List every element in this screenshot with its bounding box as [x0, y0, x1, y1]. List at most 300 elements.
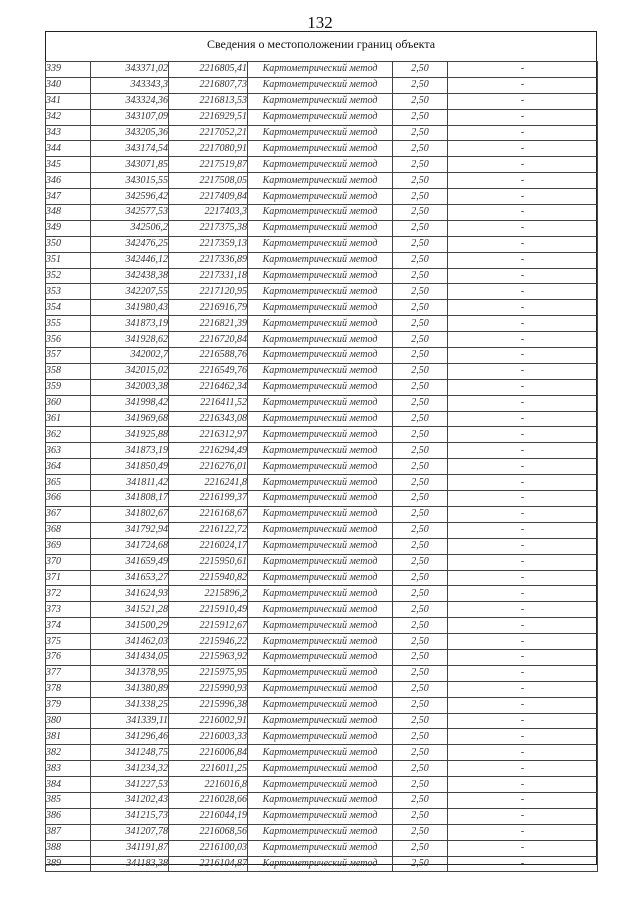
accuracy-cell: 2,50: [393, 792, 448, 808]
point-number-cell: 365: [46, 475, 91, 491]
table-row: [46, 379, 598, 395]
table-row: [46, 62, 598, 78]
table-row: [46, 284, 598, 300]
y-coordinate-cell: 2216916,79: [169, 300, 248, 316]
x-coordinate-cell: 341998,42: [91, 395, 169, 411]
method-cell: Картометрический метод: [248, 443, 393, 459]
accuracy-cell: 2,50: [393, 77, 448, 93]
point-number-cell: 351: [46, 252, 91, 268]
method-cell: Картометрический метод: [248, 157, 393, 173]
table-row: [46, 554, 598, 570]
x-coordinate-cell: 341207,78: [91, 824, 169, 840]
description-cell: -: [448, 491, 598, 507]
table-row: [46, 236, 598, 252]
method-cell: Картометрический метод: [248, 840, 393, 856]
method-cell: Картометрический метод: [248, 189, 393, 205]
method-cell: Картометрический метод: [248, 506, 393, 522]
point-number-cell: 343: [46, 125, 91, 141]
description-cell: -: [448, 77, 598, 93]
table-row: [46, 713, 598, 729]
description-cell: -: [448, 284, 598, 300]
description-cell: -: [448, 856, 598, 872]
point-number-cell: 386: [46, 808, 91, 824]
point-number-cell: 355: [46, 316, 91, 332]
table-row: [46, 729, 598, 745]
table-row: [46, 506, 598, 522]
table-row: [46, 570, 598, 586]
x-coordinate-cell: 341653,27: [91, 570, 169, 586]
x-coordinate-cell: 342003,38: [91, 379, 169, 395]
coordinates-table: [45, 61, 598, 872]
accuracy-cell: 2,50: [393, 205, 448, 221]
accuracy-cell: 2,50: [393, 777, 448, 793]
point-number-cell: 388: [46, 840, 91, 856]
method-cell: Картометрический метод: [248, 363, 393, 379]
point-number-cell: 364: [46, 459, 91, 475]
method-cell: Картометрический метод: [248, 395, 393, 411]
table-row: [46, 93, 598, 109]
table-row: [46, 681, 598, 697]
method-cell: Картометрический метод: [248, 109, 393, 125]
description-cell: -: [448, 713, 598, 729]
accuracy-cell: 2,50: [393, 411, 448, 427]
point-number-cell: 346: [46, 173, 91, 189]
x-coordinate-cell: 343343,3: [91, 77, 169, 93]
accuracy-cell: 2,50: [393, 220, 448, 236]
description-cell: -: [448, 634, 598, 650]
x-coordinate-cell: 343174,54: [91, 141, 169, 157]
coordinates-table-frame: [45, 31, 597, 869]
point-number-cell: 347: [46, 189, 91, 205]
method-cell: Картометрический метод: [248, 475, 393, 491]
table-row: [46, 125, 598, 141]
accuracy-cell: 2,50: [393, 93, 448, 109]
accuracy-cell: 2,50: [393, 681, 448, 697]
table-row: [46, 665, 598, 681]
x-coordinate-cell: 341191,87: [91, 840, 169, 856]
x-coordinate-cell: 342476,25: [91, 236, 169, 252]
x-coordinate-cell: 341873,19: [91, 316, 169, 332]
method-cell: Картометрический метод: [248, 77, 393, 93]
method-cell: Картометрический метод: [248, 824, 393, 840]
y-coordinate-cell: 2216929,51: [169, 109, 248, 125]
description-cell: -: [448, 443, 598, 459]
y-coordinate-cell: 2216294,49: [169, 443, 248, 459]
table-row: [46, 649, 598, 665]
method-cell: Картометрический метод: [248, 348, 393, 364]
y-coordinate-cell: 2215963,92: [169, 649, 248, 665]
accuracy-cell: 2,50: [393, 522, 448, 538]
method-cell: Картометрический метод: [248, 649, 393, 665]
accuracy-cell: 2,50: [393, 189, 448, 205]
y-coordinate-cell: 2215990,93: [169, 681, 248, 697]
point-number-cell: 368: [46, 522, 91, 538]
point-number-cell: 389: [46, 856, 91, 872]
x-coordinate-cell: 341248,75: [91, 745, 169, 761]
description-cell: -: [448, 332, 598, 348]
y-coordinate-cell: 2216462,34: [169, 379, 248, 395]
description-cell: -: [448, 777, 598, 793]
table-row: [46, 157, 598, 173]
table-row: [46, 618, 598, 634]
x-coordinate-cell: 343371,02: [91, 62, 169, 78]
method-cell: Картометрический метод: [248, 125, 393, 141]
y-coordinate-cell: 2216028,66: [169, 792, 248, 808]
x-coordinate-cell: 341659,49: [91, 554, 169, 570]
y-coordinate-cell: 2216122,72: [169, 522, 248, 538]
point-number-cell: 358: [46, 363, 91, 379]
point-number-cell: 356: [46, 332, 91, 348]
accuracy-cell: 2,50: [393, 348, 448, 364]
description-cell: -: [448, 459, 598, 475]
y-coordinate-cell: 2216016,8: [169, 777, 248, 793]
accuracy-cell: 2,50: [393, 697, 448, 713]
x-coordinate-cell: 341380,89: [91, 681, 169, 697]
y-coordinate-cell: 2216068,56: [169, 824, 248, 840]
x-coordinate-cell: 341850,49: [91, 459, 169, 475]
y-coordinate-cell: 2216003,33: [169, 729, 248, 745]
description-cell: -: [448, 665, 598, 681]
accuracy-cell: 2,50: [393, 363, 448, 379]
accuracy-cell: 2,50: [393, 713, 448, 729]
x-coordinate-cell: 341724,68: [91, 538, 169, 554]
accuracy-cell: 2,50: [393, 236, 448, 252]
y-coordinate-cell: 2216411,52: [169, 395, 248, 411]
method-cell: Картометрический метод: [248, 665, 393, 681]
description-cell: -: [448, 475, 598, 491]
point-number-cell: 348: [46, 205, 91, 221]
x-coordinate-cell: 342207,55: [91, 284, 169, 300]
y-coordinate-cell: 2215910,49: [169, 602, 248, 618]
method-cell: Картометрический метод: [248, 427, 393, 443]
accuracy-cell: 2,50: [393, 443, 448, 459]
point-number-cell: 383: [46, 761, 91, 777]
table-row: [46, 252, 598, 268]
table-row: [46, 268, 598, 284]
y-coordinate-cell: 2217403,3: [169, 205, 248, 221]
table-row: [46, 443, 598, 459]
method-cell: Картометрический метод: [248, 491, 393, 507]
method-cell: Картометрический метод: [248, 808, 393, 824]
method-cell: Картометрический метод: [248, 634, 393, 650]
x-coordinate-cell: 343205,36: [91, 125, 169, 141]
point-number-cell: 369: [46, 538, 91, 554]
method-cell: Картометрический метод: [248, 205, 393, 221]
accuracy-cell: 2,50: [393, 316, 448, 332]
table-row: [46, 840, 598, 856]
x-coordinate-cell: 341624,93: [91, 586, 169, 602]
x-coordinate-cell: 342015,02: [91, 363, 169, 379]
table-row: [46, 316, 598, 332]
description-cell: -: [448, 411, 598, 427]
x-coordinate-cell: 341873,19: [91, 443, 169, 459]
accuracy-cell: 2,50: [393, 395, 448, 411]
table-row: [46, 586, 598, 602]
point-number-cell: 374: [46, 618, 91, 634]
description-cell: -: [448, 808, 598, 824]
table-row: [46, 745, 598, 761]
x-coordinate-cell: 341928,62: [91, 332, 169, 348]
x-coordinate-cell: 341434,05: [91, 649, 169, 665]
accuracy-cell: 2,50: [393, 840, 448, 856]
method-cell: Картометрический метод: [248, 379, 393, 395]
point-number-cell: 350: [46, 236, 91, 252]
page-number: 132: [307, 13, 333, 32]
point-number-cell: 342: [46, 109, 91, 125]
point-number-cell: 339: [46, 62, 91, 78]
coordinates-table-body: [46, 62, 598, 872]
y-coordinate-cell: 2216168,67: [169, 506, 248, 522]
y-coordinate-cell: 2217359,13: [169, 236, 248, 252]
accuracy-cell: 2,50: [393, 649, 448, 665]
table-row: [46, 395, 598, 411]
accuracy-cell: 2,50: [393, 141, 448, 157]
point-number-cell: 370: [46, 554, 91, 570]
method-cell: Картометрический метод: [248, 697, 393, 713]
y-coordinate-cell: 2216813,53: [169, 93, 248, 109]
method-cell: Картометрический метод: [248, 173, 393, 189]
table-row: [46, 411, 598, 427]
table-row: [46, 824, 598, 840]
point-number-cell: 360: [46, 395, 91, 411]
table-row: [46, 220, 598, 236]
method-cell: Картометрический метод: [248, 586, 393, 602]
x-coordinate-cell: 341925,88: [91, 427, 169, 443]
method-cell: Картометрический метод: [248, 681, 393, 697]
description-cell: -: [448, 824, 598, 840]
description-cell: -: [448, 252, 598, 268]
accuracy-cell: 2,50: [393, 538, 448, 554]
description-cell: -: [448, 157, 598, 173]
y-coordinate-cell: 2217331,18: [169, 268, 248, 284]
method-cell: Картометрический метод: [248, 236, 393, 252]
accuracy-cell: 2,50: [393, 665, 448, 681]
x-coordinate-cell: 343107,09: [91, 109, 169, 125]
x-coordinate-cell: 341808,17: [91, 491, 169, 507]
description-cell: -: [448, 189, 598, 205]
y-coordinate-cell: 2217120,95: [169, 284, 248, 300]
method-cell: Картометрический метод: [248, 332, 393, 348]
x-coordinate-cell: 341811,42: [91, 475, 169, 491]
point-number-cell: 344: [46, 141, 91, 157]
x-coordinate-cell: 342577,53: [91, 205, 169, 221]
accuracy-cell: 2,50: [393, 109, 448, 125]
y-coordinate-cell: 2215996,38: [169, 697, 248, 713]
accuracy-cell: 2,50: [393, 173, 448, 189]
y-coordinate-cell: 2216199,37: [169, 491, 248, 507]
accuracy-cell: 2,50: [393, 634, 448, 650]
x-coordinate-cell: 341296,46: [91, 729, 169, 745]
point-number-cell: 359: [46, 379, 91, 395]
y-coordinate-cell: 2217508,05: [169, 173, 248, 189]
description-cell: -: [448, 649, 598, 665]
accuracy-cell: 2,50: [393, 157, 448, 173]
method-cell: Картометрический метод: [248, 316, 393, 332]
table-row: [46, 761, 598, 777]
point-number-cell: 380: [46, 713, 91, 729]
point-number-cell: 363: [46, 443, 91, 459]
y-coordinate-cell: 2216100,03: [169, 840, 248, 856]
table-row: [46, 777, 598, 793]
accuracy-cell: 2,50: [393, 824, 448, 840]
accuracy-cell: 2,50: [393, 268, 448, 284]
point-number-cell: 382: [46, 745, 91, 761]
description-cell: -: [448, 316, 598, 332]
point-number-cell: 384: [46, 777, 91, 793]
method-cell: Картометрический метод: [248, 284, 393, 300]
y-coordinate-cell: 2216720,84: [169, 332, 248, 348]
description-cell: -: [448, 93, 598, 109]
method-cell: Картометрический метод: [248, 252, 393, 268]
x-coordinate-cell: 342446,12: [91, 252, 169, 268]
accuracy-cell: 2,50: [393, 506, 448, 522]
y-coordinate-cell: 2216104,87: [169, 856, 248, 872]
method-cell: Картометрический метод: [248, 713, 393, 729]
point-number-cell: 375: [46, 634, 91, 650]
method-cell: Картометрический метод: [248, 522, 393, 538]
y-coordinate-cell: 2215950,61: [169, 554, 248, 570]
y-coordinate-cell: 2215975,95: [169, 665, 248, 681]
x-coordinate-cell: 341338,25: [91, 697, 169, 713]
y-coordinate-cell: 2216821,39: [169, 316, 248, 332]
method-cell: Картометрический метод: [248, 411, 393, 427]
table-row: [46, 538, 598, 554]
method-cell: Картометрический метод: [248, 268, 393, 284]
x-coordinate-cell: 342002,7: [91, 348, 169, 364]
description-cell: -: [448, 141, 598, 157]
point-number-cell: 353: [46, 284, 91, 300]
point-number-cell: 357: [46, 348, 91, 364]
table-row: [46, 109, 598, 125]
description-cell: -: [448, 506, 598, 522]
y-coordinate-cell: 2217336,89: [169, 252, 248, 268]
x-coordinate-cell: 341969,68: [91, 411, 169, 427]
x-coordinate-cell: 341462,03: [91, 634, 169, 650]
point-number-cell: 373: [46, 602, 91, 618]
accuracy-cell: 2,50: [393, 300, 448, 316]
x-coordinate-cell: 341339,11: [91, 713, 169, 729]
description-cell: -: [448, 125, 598, 141]
point-number-cell: 372: [46, 586, 91, 602]
x-coordinate-cell: 343071,85: [91, 157, 169, 173]
accuracy-cell: 2,50: [393, 62, 448, 78]
y-coordinate-cell: 2217409,84: [169, 189, 248, 205]
y-coordinate-cell: 2216006,84: [169, 745, 248, 761]
y-coordinate-cell: 2216024,17: [169, 538, 248, 554]
method-cell: Картометрический метод: [248, 300, 393, 316]
method-cell: Картометрический метод: [248, 729, 393, 745]
table-row: [46, 697, 598, 713]
accuracy-cell: 2,50: [393, 586, 448, 602]
table-row: [46, 491, 598, 507]
y-coordinate-cell: 2216276,01: [169, 459, 248, 475]
x-coordinate-cell: 341500,29: [91, 618, 169, 634]
description-cell: -: [448, 602, 598, 618]
y-coordinate-cell: 2216805,41: [169, 62, 248, 78]
x-coordinate-cell: 341215,73: [91, 808, 169, 824]
accuracy-cell: 2,50: [393, 125, 448, 141]
table-title: Сведения о местоположении границ объекта: [206, 37, 436, 51]
description-cell: -: [448, 840, 598, 856]
method-cell: Картометрический метод: [248, 538, 393, 554]
y-coordinate-cell: 2215946,22: [169, 634, 248, 650]
point-number-cell: 367: [46, 506, 91, 522]
x-coordinate-cell: 341792,94: [91, 522, 169, 538]
accuracy-cell: 2,50: [393, 856, 448, 872]
y-coordinate-cell: 2217080,91: [169, 141, 248, 157]
table-row: [46, 300, 598, 316]
x-coordinate-cell: 341202,43: [91, 792, 169, 808]
description-cell: -: [448, 586, 598, 602]
y-coordinate-cell: 2215896,2: [169, 586, 248, 602]
method-cell: Картометрический метод: [248, 554, 393, 570]
y-coordinate-cell: 2216807,73: [169, 77, 248, 93]
accuracy-cell: 2,50: [393, 427, 448, 443]
accuracy-cell: 2,50: [393, 808, 448, 824]
description-cell: -: [448, 379, 598, 395]
table-row: [46, 634, 598, 650]
method-cell: Картометрический метод: [248, 62, 393, 78]
accuracy-cell: 2,50: [393, 554, 448, 570]
accuracy-cell: 2,50: [393, 745, 448, 761]
description-cell: -: [448, 173, 598, 189]
method-cell: Картометрический метод: [248, 618, 393, 634]
description-cell: -: [448, 236, 598, 252]
description-cell: -: [448, 792, 598, 808]
method-cell: Картометрический метод: [248, 141, 393, 157]
method-cell: Картометрический метод: [248, 459, 393, 475]
point-number-cell: 349: [46, 220, 91, 236]
table-row: [46, 173, 598, 189]
point-number-cell: 340: [46, 77, 91, 93]
point-number-cell: 387: [46, 824, 91, 840]
description-cell: -: [448, 62, 598, 78]
description-cell: -: [448, 395, 598, 411]
accuracy-cell: 2,50: [393, 459, 448, 475]
table-row: [46, 475, 598, 491]
description-cell: -: [448, 745, 598, 761]
point-number-cell: 385: [46, 792, 91, 808]
description-cell: -: [448, 618, 598, 634]
description-cell: -: [448, 729, 598, 745]
point-number-cell: 366: [46, 491, 91, 507]
method-cell: Картометрический метод: [248, 761, 393, 777]
description-cell: -: [448, 522, 598, 538]
accuracy-cell: 2,50: [393, 761, 448, 777]
x-coordinate-cell: 342596,42: [91, 189, 169, 205]
accuracy-cell: 2,50: [393, 570, 448, 586]
y-coordinate-cell: 2215912,67: [169, 618, 248, 634]
point-number-cell: 341: [46, 93, 91, 109]
x-coordinate-cell: 343015,55: [91, 173, 169, 189]
method-cell: Картометрический метод: [248, 745, 393, 761]
accuracy-cell: 2,50: [393, 252, 448, 268]
method-cell: Картометрический метод: [248, 777, 393, 793]
accuracy-cell: 2,50: [393, 618, 448, 634]
table-row: [46, 427, 598, 443]
y-coordinate-cell: 2216588,76: [169, 348, 248, 364]
method-cell: Картометрический метод: [248, 93, 393, 109]
point-number-cell: 378: [46, 681, 91, 697]
y-coordinate-cell: 2216002,91: [169, 713, 248, 729]
accuracy-cell: 2,50: [393, 332, 448, 348]
y-coordinate-cell: 2217519,87: [169, 157, 248, 173]
y-coordinate-cell: 2215940,82: [169, 570, 248, 586]
description-cell: -: [448, 697, 598, 713]
table-row: [46, 602, 598, 618]
x-coordinate-cell: 341183,38: [91, 856, 169, 872]
method-cell: Картометрический метод: [248, 220, 393, 236]
